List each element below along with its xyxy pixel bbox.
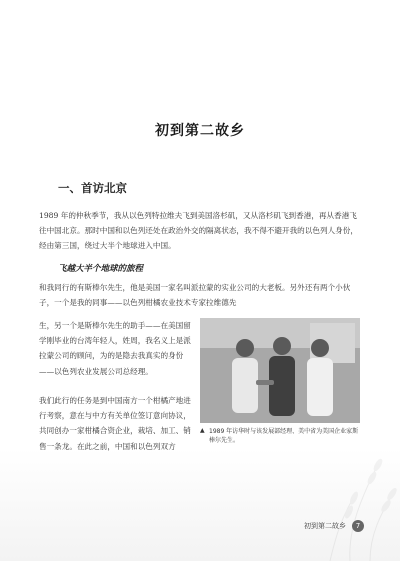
paragraph-companions-continued: 生，另一个是斯棒尔先生的助手——在美国留学刚毕业的台湾年轻人，姓周，我名义上是派拉蒙公司的顾问，为的是隐去我真实的身份——以色列农业发展公司总经理。 [39,321,191,376]
chapter-title: 初到第二故乡 [155,123,245,139]
paragraph-mission: 我们此行的任务是到中国南方一个柑橘产地进行考察，意在与中方有关单位签订意向协议，共同创办一家柑橘合资企业，栽培、加工、销售一条龙。在此之前，中国和以色列双方 [39,396,191,451]
photo-caption [200,427,360,445]
subheading-journey: 飞越大半个地球的旅程 [58,264,144,274]
photo-illustration [200,318,360,423]
caption-marker: ▲ [200,427,205,434]
running-footer-title: 初到第二故乡 [304,522,346,530]
photo-caption-text: 1989 年访华时与该发展部经理、美中省为美国企业家斯棒尔先生。 [209,428,359,444]
paragraph-companions: 和我同行的有斯棒尔先生，他是美国一家名叫派拉蒙的实业公司的大老板。另外还有两个小伙子，一个是我的同事——以色列柑橘农业技术专家拉维德先 [39,283,351,308]
section-heading: 一、首访北京 [58,181,127,195]
photo-handshake [200,318,360,423]
page-footer [304,519,364,533]
paragraph-intro: 1989 年的仲秋季节，我从以色列特拉维夫飞到美国洛杉矶，又从洛杉矶飞到香港，再从香港飞往中国北京。那时中国和以色列还处在政治外交的隔离状态，我不得不避开我的以色列人身份，经由第三国，绕过大半个地球进入中国。 [39,211,358,251]
page-number: 7 [352,520,364,532]
